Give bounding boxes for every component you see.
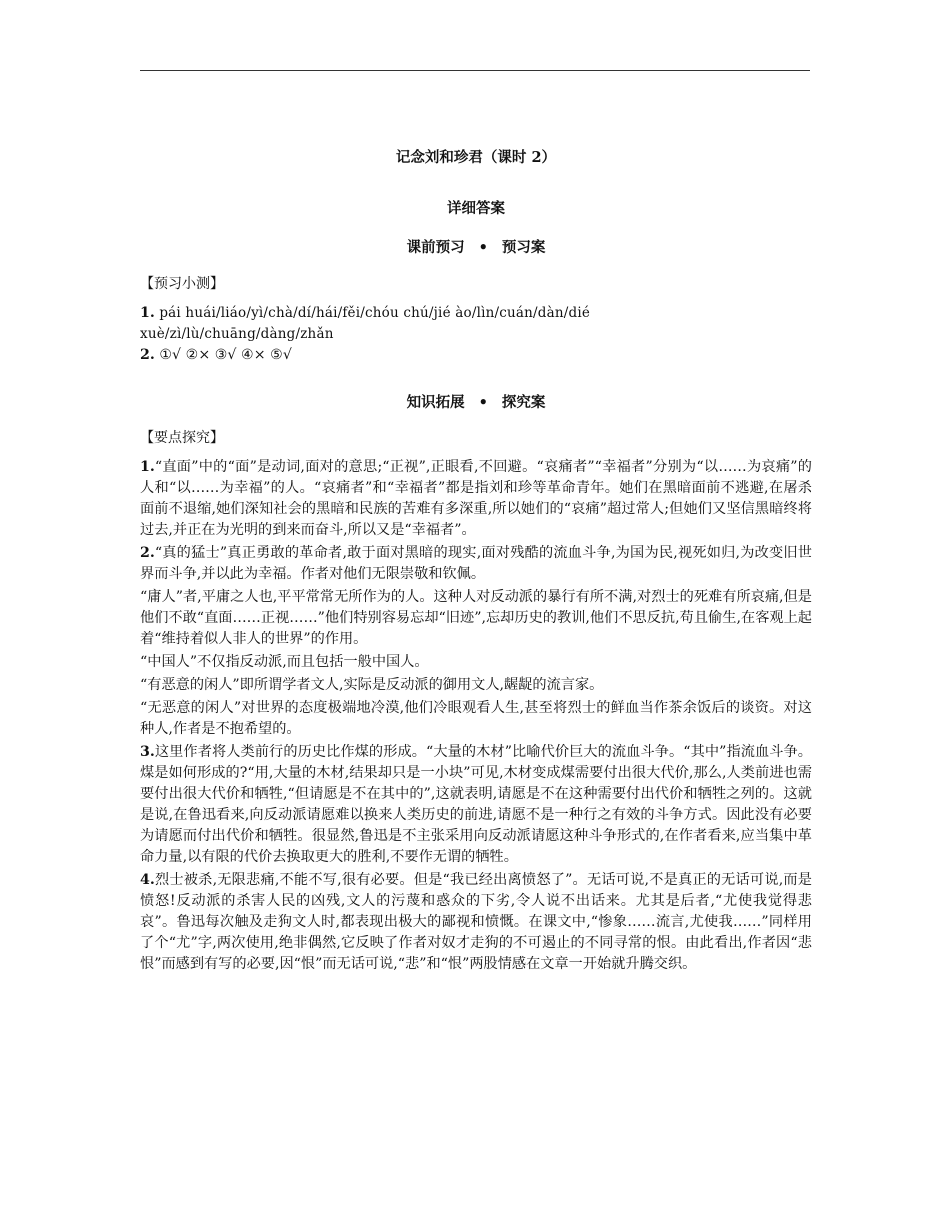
section-heading-extend: [140, 391, 812, 412]
judgement-answers: ①√ ②× ③√ ④× ⑤√: [159, 347, 292, 363]
quiz-answer-1: [140, 303, 812, 324]
answer-paragraph-2e: “无恶意的闲人”对世界的态度极端地冷漠,他们冷眼观看人生,甚至将烈士的鲜血当作茶余饭后的谈资。对这种人,作者是不抱希望的。: [140, 700, 812, 737]
quiz-answers: [140, 303, 812, 366]
answer-paragraph-2: [140, 543, 812, 585]
answer-paragraph-2d: “有恶意的闲人”即所谓学者文人,实际是反动派的御用文人,龌龊的流言家。: [140, 677, 604, 693]
section-heading-preview: [140, 236, 812, 257]
answer-paragraph-2c: “中国人”不仅指反动派,而且包括一般中国人。: [140, 654, 429, 670]
explore-answers: [140, 457, 812, 977]
section-dot: •: [478, 239, 488, 256]
section-name: 课前预习: [406, 239, 465, 256]
answer-paragraph-2b: “庸人”者,平庸之人也,平平常常无所作为的人。这种人对反动派的暴行有所不满,对烈士的死难有所哀痛,但是他们不敢“直面……正视……”他们特别容易忘却“旧迹”,忘却历史的教训,他们不思反抗,苟且偷生,在客观上起着“维持着似人非人的世界”的作用。: [140, 589, 812, 647]
answer-number: 4.: [140, 872, 155, 888]
section-tag: 探究案: [501, 394, 546, 411]
document-subtitle: 详细答案: [447, 200, 505, 217]
explore-label: 【要点探究】: [140, 430, 224, 446]
answer-text: “直面”中的“面”是动词,面对的意思;“正视”,正眼看,不回避。“哀痛者”“幸福者”分别为“以……为哀痛”的人和“以……为幸福”的人。“哀痛者”和“幸福者”都是指刘和珍等革命青年。她们在黑暗面前不逃避,在屠杀面前不退缩,她们深知社会的黑暗和民族的苦难有多深重,所以她们的“哀痛”超过常人;但她们又坚信黑暗终将过去,并正在为光明的到来而奋斗,所以又是“幸福者”。: [140, 459, 812, 538]
answer-number: 1.: [140, 459, 155, 475]
section-name: 知识拓展: [406, 394, 465, 411]
quiz-answer-2: [140, 345, 812, 366]
answer-text: 这里作者将人类前行的历史比作煤的形成。“大量的木材”比喻代价巨大的流血斗争。“其中”指流血斗争。煤是如何形成的?“用,大量的木材,结果却只是一小块”可见,木材变成煤需要付出很大代价,那么,人类前进也需要付出很大代价和牺牲,“但请愿是不在其中的”,这就表明,请愿是不在这种需要付出代价和牺牲之列的。这就是说,在鲁迅看来,向反动派请愿难以换来人类历史的前进,请愿不是一种行之有效的斗争方式。因此没有必要为请愿而付出代价和牺牲。很显然,鲁迅是不主张采用向反动派请愿这种斗争形式的,在作者看来,应当集中革命力量,以有限的代价去换取更大的胜利,不要作无谓的牺牲。: [140, 744, 812, 865]
pinyin-line-1: pái huái/liáo/yì/chà/dí/hái/fěi/chóu chú/jié ào/lìn/cuán/dàn/dié: [159, 305, 591, 321]
answer-number: 3.: [140, 744, 155, 760]
quiz-label: 【预习小测】: [140, 276, 224, 292]
answer-paragraph-3: [140, 742, 812, 868]
answer-paragraph-1: [140, 457, 812, 541]
answer-text: 烈士被杀,无限悲痛,不能不写,很有必要。但是“我已经出离愤怒了”。无话可说,不是真正的无话可说,而是愤怒!反动派的杀害人民的凶残,文人的污蔑和惑众的下劣,令人说不出话来。尤其是后者,“尤使我觉得悲哀”。鲁迅每次触及走狗文人时,都表现出极大的鄙视和愤慨。在课文中,“惨象……流言,尤使我……”同样用了个“尤”字,两次使用,绝非偶然,它反映了作者对奴才走狗的不可遏止的不同寻常的恨。由此看出,作者因“悲恨”而感到有写的必要,因“恨”而无话可说,“悲”和“恨”两股情感在文章一开始就升腾交织。: [140, 872, 812, 972]
document-title: 记念刘和珍君（课时 2）: [395, 149, 557, 166]
pinyin-line-2: xuè/zì/lù/chuāng/dàng/zhǎn: [140, 326, 334, 342]
answer-paragraph-4: [140, 870, 812, 975]
answer-number: 2.: [140, 347, 155, 363]
section-tag: 预习案: [501, 239, 546, 256]
section-dot: •: [478, 394, 488, 411]
answer-number: 1.: [140, 305, 155, 321]
answer-text: “真的猛士”真正勇敢的革命者,敢于面对黑暗的现实,面对残酷的流血斗争,为国为民,视死如归,为改变旧世界而斗争,并以此为幸福。作者对他们无限崇敬和钦佩。: [140, 545, 812, 582]
header-rule: [140, 70, 810, 71]
answer-number: 2.: [140, 545, 155, 561]
